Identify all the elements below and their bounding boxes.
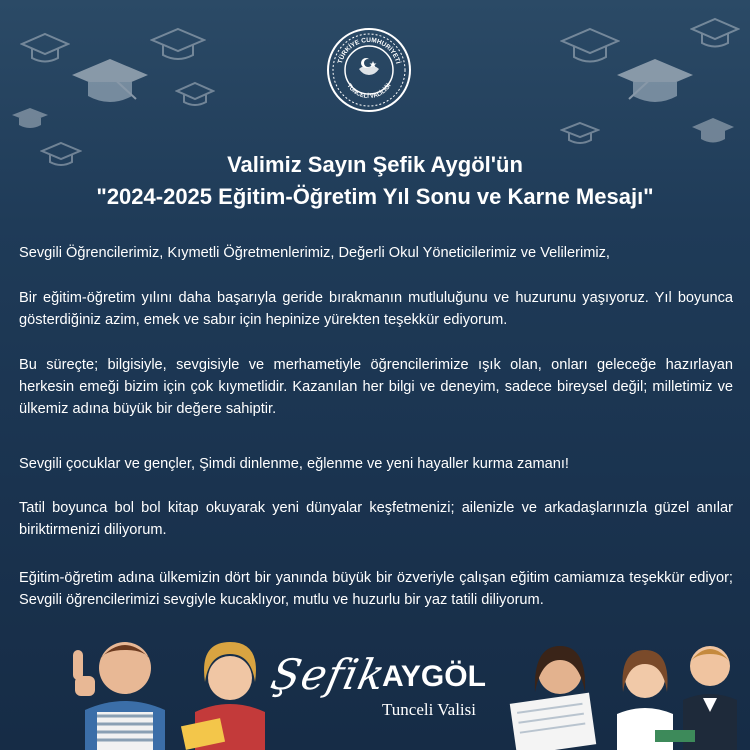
message-title-line-2: "2024-2025 Eğitim-Öğretim Yıl Sonu ve Karne Mesajı": [96, 184, 654, 209]
graduation-cap-icon: [690, 115, 736, 151]
graduation-cap-icon: [175, 80, 215, 112]
message-paragraph-3: Sevgili çocuklar ve gençler, Şimdi dinlenme, eğlenme ve yeni hayaller kurma zamanı!: [19, 456, 569, 472]
graduation-cap-icon: [615, 55, 695, 117]
children-photo-left: [55, 630, 275, 750]
graduation-cap-icon: [10, 105, 50, 135]
children-photo-right: [505, 632, 750, 750]
message-paragraph-4: Tatil boyunca bol bol kitap okuyarak yeni dünyalar keşfetmenizi; ailenizle ve arkadaşlarınızla güzel anılar biriktirmenizi diliyorum.: [19, 500, 733, 538]
message-paragraph-2: Bu süreçte; bilgisiyle, sevgisiyle ve merhametiyle öğrencilerimize ışık olan, onları geleceğe hazırlayan herkesin emeği bizim için çok kıymetlidir. Kazanılan her bilgi ve deneyim, sadece bireysel değil; milletimiz ve ülkemiz adına büyük bir değere sahiptir.: [19, 357, 733, 417]
emblem-ring-top-text: TÜRKİYE CUMHURİYETİ: [336, 36, 402, 65]
svg-text:TUNCELİ VALİLİĞİ: [345, 82, 392, 100]
governor-signature: [266, 648, 487, 728]
graduation-cap-icon: [690, 15, 740, 55]
signature-role: Tunceli Valisi: [382, 700, 476, 719]
greeting-paragraph: Sevgili Öğrencilerimiz, Kıymetli Öğretmenlerimiz, Değerli Okul Yöneticilerimiz ve Velilerimiz,: [19, 245, 610, 261]
graduation-cap-icon: [150, 25, 206, 67]
signature-last-name: AYGÖL: [382, 660, 486, 693]
message-paragraph-5: Eğitim-öğretim adına ülkemizin dört bir yanında büyük bir özveriyle çalışan eğitim camiamıza teşekkür ediyor; Sevgili öğrencilerimizi sevgiyle kucaklıyor, mutlu ve huzurlu bir yaz tatili diliyorum.: [19, 570, 733, 608]
message-paragraph-1: Bir eğitim-öğretim yılını daha başarıyla geride bırakmanın mutluluğunu ve huzurunu yaşıyoruz. Yıl boyunca gösterdiğiniz azim, emek ve sabır için hepinize yürekten teşekkür ediyorum.: [19, 290, 733, 328]
graduation-cap-icon: [70, 55, 150, 117]
signature-first-name: Şefik: [266, 650, 391, 699]
graduation-cap-icon: [560, 120, 600, 150]
graduation-cap-icon: [20, 30, 70, 70]
governorship-emblem: [326, 27, 412, 113]
graduation-cap-icon: [560, 25, 620, 71]
message-title-line-1: Valimiz Sayın Şefik Aygöl'ün: [227, 152, 523, 177]
emblem-ring-bottom-text: TUNCELİ VALİLİĞİ: [345, 83, 393, 101]
